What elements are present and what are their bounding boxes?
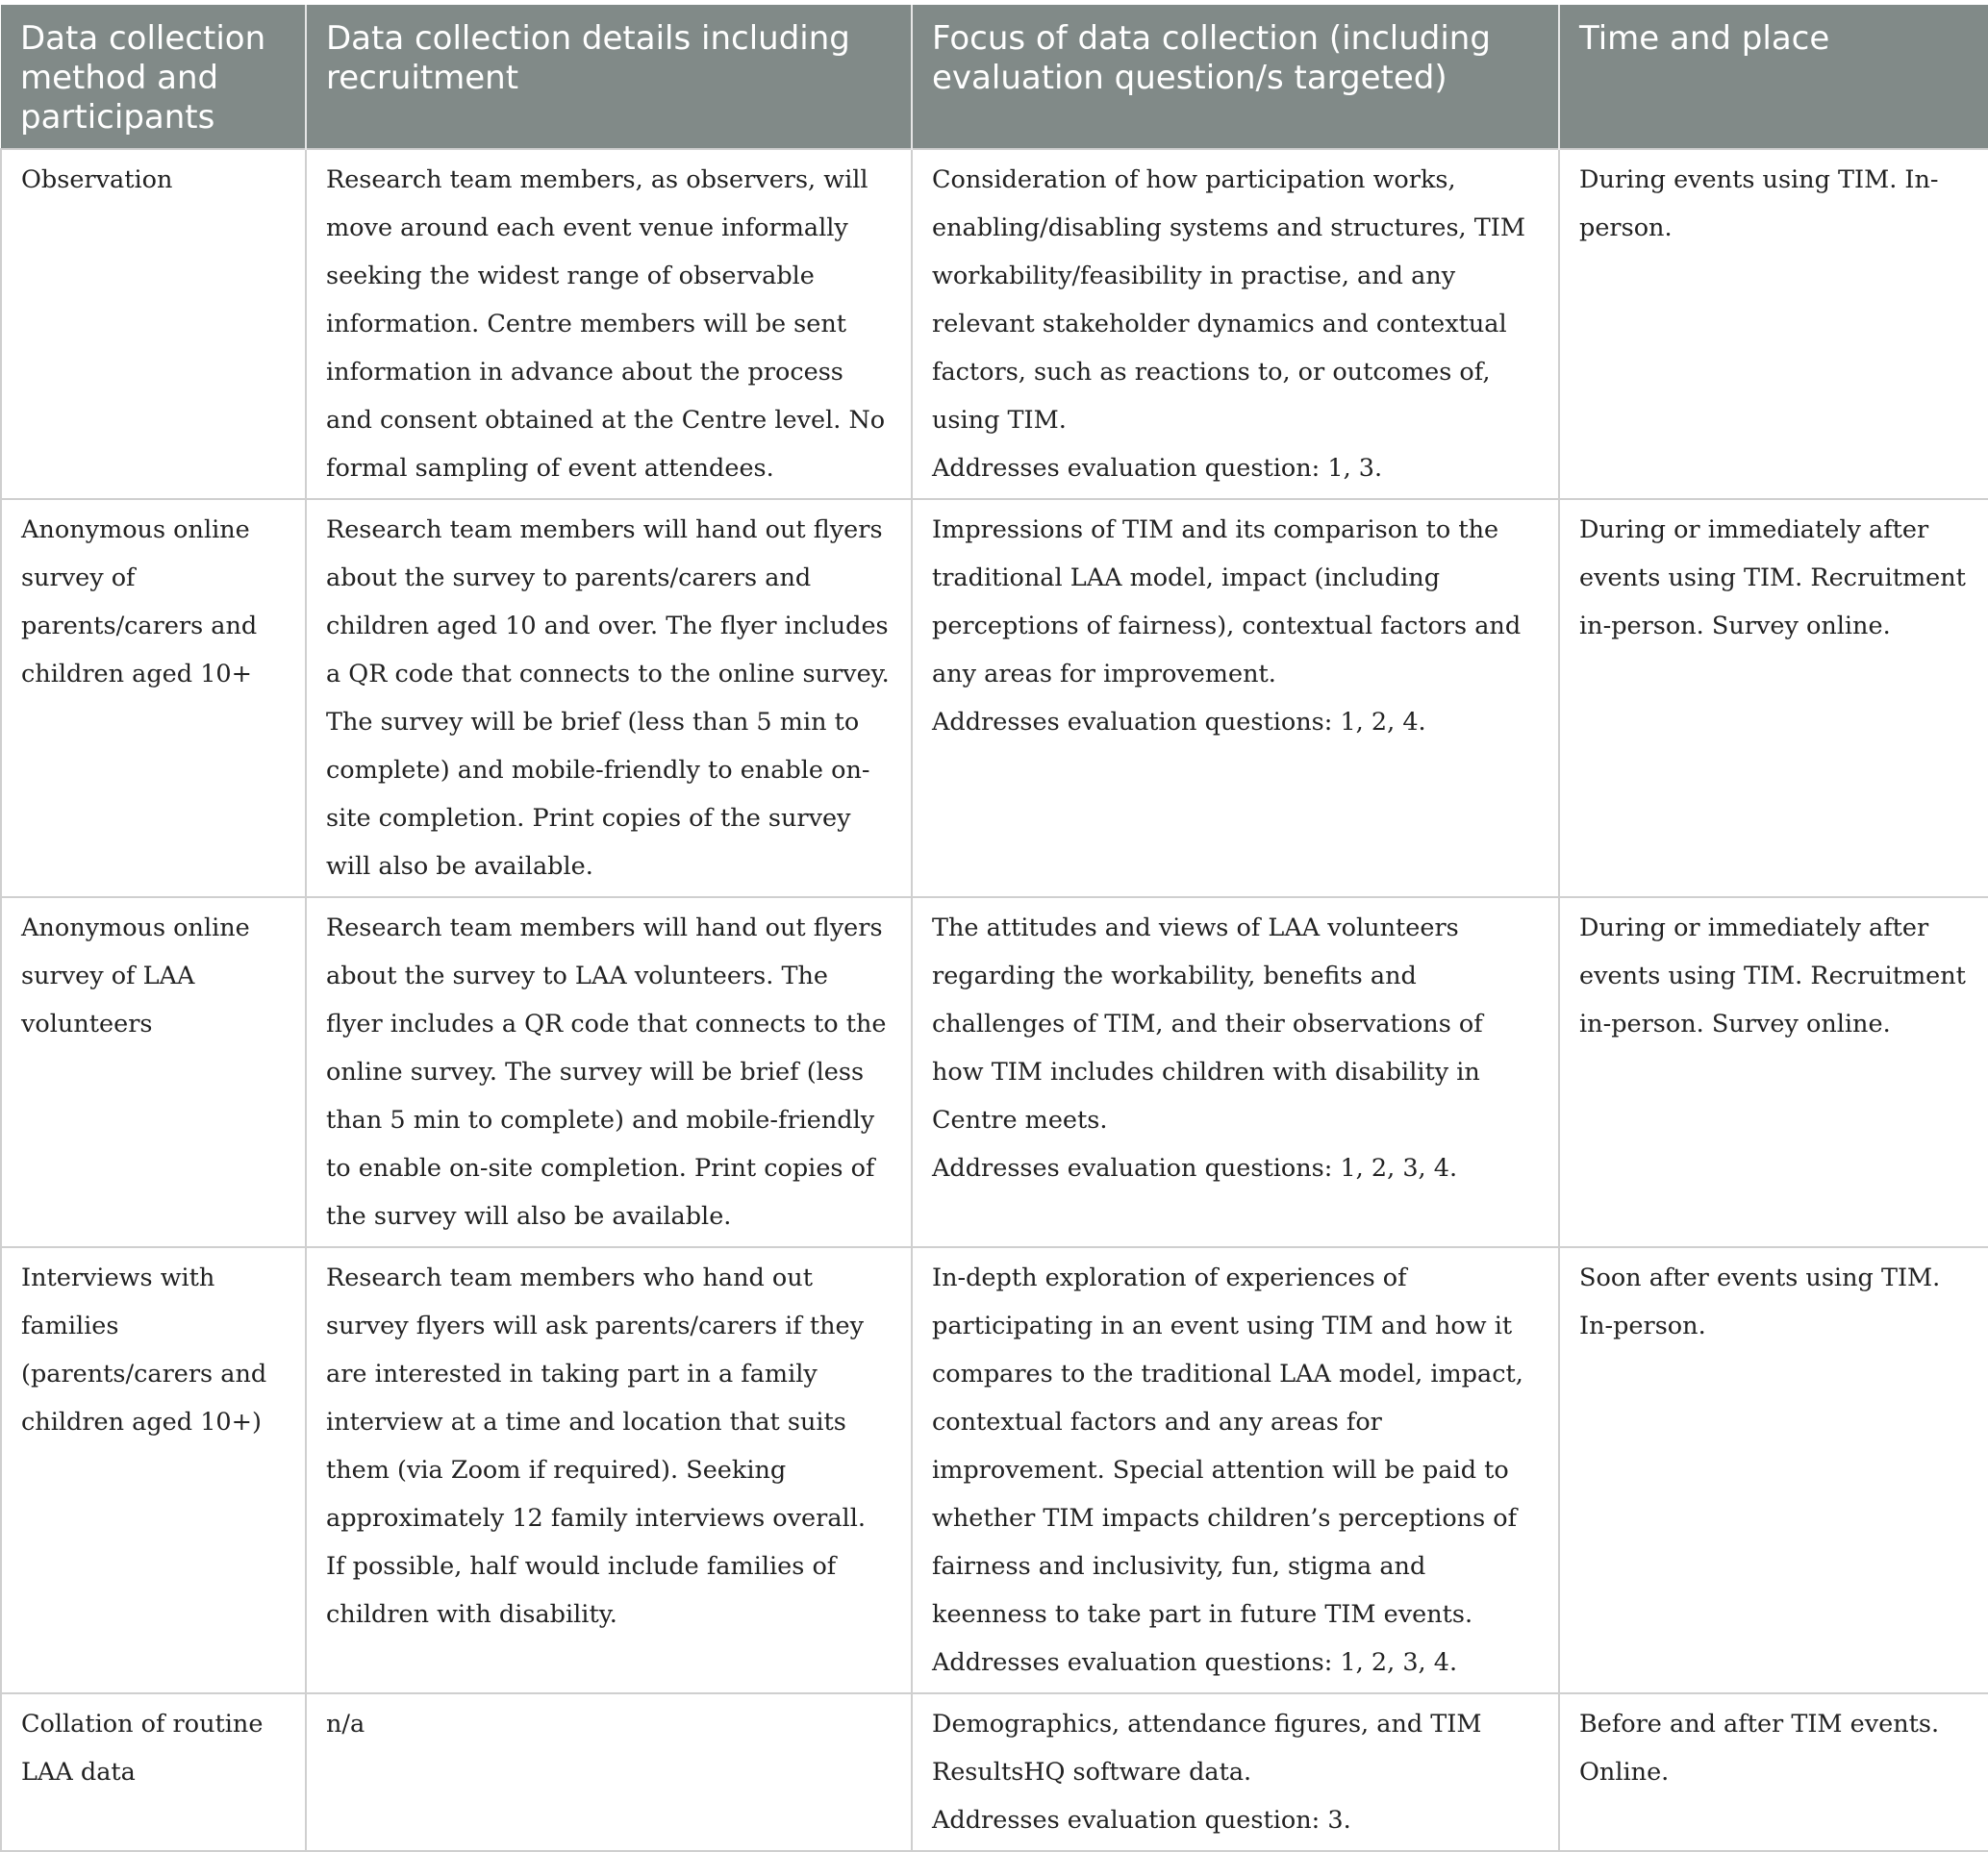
- cell-method: Anonymous online survey of parents/carers and children aged 10+: [1, 499, 306, 897]
- focus-questions: Addresses evaluation question: 3.: [932, 1806, 1351, 1835]
- header-row: [1, 5, 1988, 149]
- cell-details: Research team members, as observers, will move around each event venue informally seeking the widest range of observable information. Centre members will be sent information in advance about the process and consent obtained at the Centre level. No formal sampling of event attendees.: [306, 149, 912, 499]
- cell-method: Observation: [1, 149, 306, 499]
- data-collection-table: [0, 5, 1988, 1852]
- cell-time-place: During or immediately after events using TIM. Recruitment in-person. Survey online.: [1559, 897, 1988, 1247]
- focus-questions: Addresses evaluation questions: 1, 2, 3, 4.: [932, 1648, 1458, 1677]
- cell-time-place: During or immediately after events using TIM. Recruitment in-person. Survey online.: [1559, 499, 1988, 897]
- table-body: [1, 149, 1988, 1851]
- cell-method: Anonymous online survey of LAA volunteers: [1, 897, 306, 1247]
- table-header: [1, 5, 1988, 149]
- focus-text: In-depth exploration of experiences of participating in an event using TIM and how it compares to the traditional LAA model, impact, contextual factors and any areas for improvement. Special attention will be paid to whether TIM impacts children’s perceptions of fairness and inclusivity, fun, stigma and keenness to take part in future TIM events.: [932, 1264, 1523, 1629]
- cell-method: Collation of routine LAA data: [1, 1693, 306, 1851]
- focus-questions: Addresses evaluation question: 1, 3.: [932, 454, 1383, 483]
- cell-details: Research team members will hand out flyers about the survey to LAA volunteers. The flyer includes a QR code that connects to the online survey. The survey will be brief (less than 5 min to complete) and mobile-friendly to enable on-site completion. Print copies of the survey will also be available.: [306, 897, 912, 1247]
- focus-text: The attitudes and views of LAA volunteers regarding the workability, benefits and challenges of TIM, and their observations of how TIM includes children with disability in Centre meets.: [932, 913, 1483, 1135]
- cell-details: Research team members who hand out survey flyers will ask parents/carers if they are interested in taking part in a family interview at a time and location that suits them (via Zoom if required). Seeking approximately 12 family interviews overall. If possible, half would include families of children with disability.: [306, 1247, 912, 1693]
- focus-questions: Addresses evaluation questions: 1, 2, 4.: [932, 708, 1426, 737]
- cell-focus: [912, 149, 1559, 499]
- focus-text: Impressions of TIM and its comparison to the traditional LAA model, impact (including perceptions of fairness), contextual factors and any areas for improvement.: [932, 515, 1522, 688]
- cell-focus: [912, 1693, 1559, 1851]
- cell-time-place: Before and after TIM events. Online.: [1559, 1693, 1988, 1851]
- cell-details: Research team members will hand out flyers about the survey to parents/carers and children aged 10 and over. The flyer includes a QR code that connects to the online survey. The survey will be brief (less than 5 min to complete) and mobile-friendly to enable on-site completion. Print copies of the survey will also be available.: [306, 499, 912, 897]
- table-row: [1, 149, 1988, 499]
- table-row: [1, 1693, 1988, 1851]
- cell-time-place: Soon after events using TIM. In-person.: [1559, 1247, 1988, 1693]
- cell-focus: [912, 897, 1559, 1247]
- table-row: [1, 1247, 1988, 1693]
- cell-details: n/a: [306, 1693, 912, 1851]
- cell-focus: [912, 1247, 1559, 1693]
- header-details: Data collection details including recruitment: [306, 5, 912, 149]
- focus-questions: Addresses evaluation questions: 1, 2, 3, 4.: [932, 1154, 1458, 1183]
- table-row: [1, 499, 1988, 897]
- header-focus: Focus of data collection (including evaluation question/s targeted): [912, 5, 1559, 149]
- focus-text: Demographics, attendance figures, and TIM ResultsHQ software data.: [932, 1710, 1482, 1787]
- cell-method: Interviews with families (parents/carers and children aged 10+): [1, 1247, 306, 1693]
- cell-focus: [912, 499, 1559, 897]
- table-row: [1, 897, 1988, 1247]
- header-time-place: Time and place: [1559, 5, 1988, 149]
- focus-text: Consideration of how participation works, enabling/disabling systems and structures, TIM workability/feasibility in practise, and any relevant stakeholder dynamics and contextual factors, such as reactions to, or outcomes of, using TIM.: [932, 165, 1525, 435]
- cell-time-place: During events using TIM. In-person.: [1559, 149, 1988, 499]
- header-method: Data collection method and participants: [1, 5, 306, 149]
